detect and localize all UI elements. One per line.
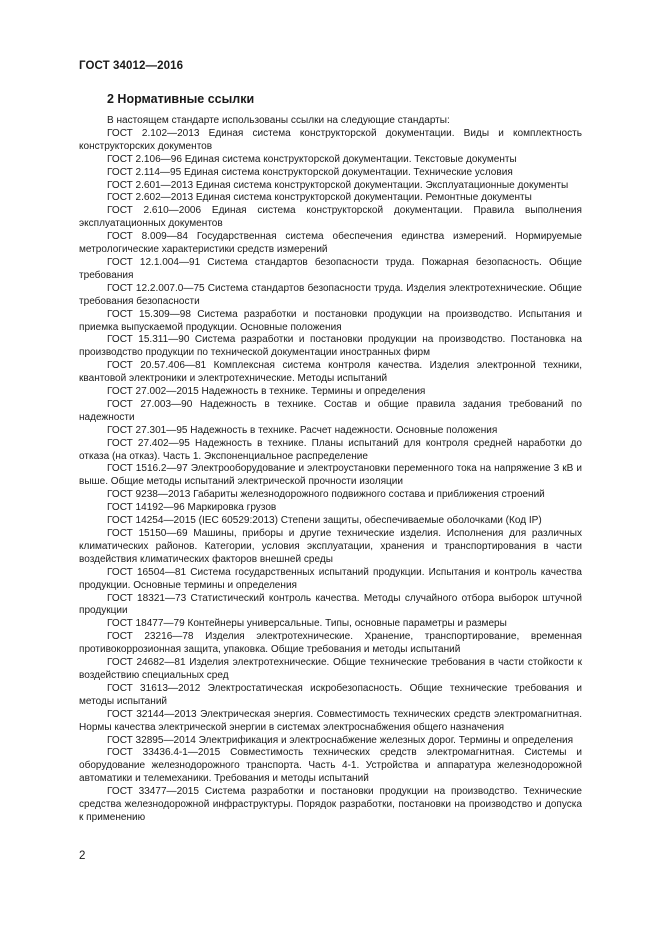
section-title: 2 Нормативные ссылки (107, 92, 255, 106)
reference-item: ГОСТ 20.57.406—81 Комплексная система контроля качества. Изделия электронной техники, квантовой электроники и электротехнические. Методы испытаний (79, 360, 582, 385)
reference-item: ГОСТ 32895—2014 Электрификация и электроснабжение железных дорог. Термины и определения (107, 734, 574, 746)
reference-item: ГОСТ 2.601—2013 Единая система конструкторской документации. Эксплуатационные документы (107, 179, 569, 191)
reference-item: ГОСТ 23216—78 Изделия электротехнические. Хранение, транспортирование, временная противокоррозионная защита, упаковка. Общие требования и методы испытаний (79, 631, 582, 656)
reference-item: ГОСТ 32144—2013 Электрическая энергия. Совместимость технических средств электромагнитная. Нормы качества электрической энергии в системах электроснабжения общего назначения (79, 708, 582, 733)
reference-item: ГОСТ 27.002—2015 Надежность в технике. Термины и определения (107, 386, 426, 398)
reference-item: ГОСТ 27.003—90 Надежность в технике. Состав и общие правила задания требований по надежности (79, 398, 582, 423)
reference-item: ГОСТ 2.106—96 Единая система конструкторской документации. Текстовые документы (107, 153, 517, 165)
reference-item: ГОСТ 8.009—84 Государственная система обеспечения единства измерений. Нормируемые метрологические характеристики средств измерений (79, 231, 582, 256)
reference-item: ГОСТ 12.1.004—91 Система стандартов безопасности труда. Пожарная безопасность. Общие требования (79, 256, 582, 281)
reference-item: ГОСТ 31613—2012 Электростатическая искробезопасность. Общие технические требования и методы испытаний (79, 682, 582, 707)
reference-item: ГОСТ 24682—81 Изделия электротехнические. Общие технические требования в части стойкости к воздействию специальных сред (79, 657, 582, 681)
reference-item: ГОСТ 15.311—90 Система разработки и постановки продукции на производство. Постановка на производство продукции по технической документации иностранных фирм (79, 334, 582, 359)
reference-item: ГОСТ 18321—73 Статистический контроль качества. Методы случайного отбора выборок штучной продукции (79, 592, 582, 617)
reference-item: ГОСТ 14192—96 Маркировка грузов (107, 502, 277, 514)
reference-item: ГОСТ 15.309—98 Система разработки и постановки продукции на производство. Испытания и приемка выпускаемой продукции. Основные положения (79, 308, 582, 333)
reference-item: ГОСТ 2.602—2013 Единая система конструкторской документации. Ремонтные документы (107, 192, 532, 204)
reference-item: ГОСТ 1516.2—97 Электрооборудование и электроустановки переменного тока на напряжение 3 кВ и выше. Общие методы испытаний электрической прочности изоляции (79, 463, 582, 488)
reference-item: ГОСТ 27.301—95 Надежность в технике. Расчет надежности. Основные положения (107, 424, 498, 436)
reference-item: ГОСТ 15150—69 Машины, приборы и другие технические изделия. Исполнения для различных климатических районов. Категории, условия эксплуатации, хранения и транспортирования в части воздействия климатических факторов внешней среды (79, 528, 582, 565)
intro-paragraph: В настоящем стандарте использованы ссылки на следующие стандарты: (107, 115, 450, 126)
reference-item: ГОСТ 27.402—95 Надежность в технике. Планы испытаний для контроля средней наработки до отказа (на отказ). Часть 1. Экспоненциальное распределение (79, 437, 582, 462)
reference-item: ГОСТ 9238—2013 Габариты железнодорожного подвижного состава и приближения строений (107, 489, 545, 501)
page-number: 2 (79, 850, 86, 862)
document-header-code: ГОСТ 34012—2016 (79, 60, 184, 72)
reference-item: ГОСТ 2.102—2013 Единая система конструкторской документации. Виды и комплектность конструкторских документов (79, 127, 582, 152)
reference-item: ГОСТ 2.114—95 Единая система конструкторской документации. Технические условия (107, 166, 513, 178)
reference-item: ГОСТ 2.610—2006 Единая система конструкторской документации. Правила выполнения эксплуатационных документов (79, 205, 582, 230)
section-body (79, 115, 582, 825)
reference-item: ГОСТ 16504—81 Система государственных испытаний продукции. Испытания и контроль качества продукции. Основные термины и определения (79, 566, 582, 591)
reference-item: ГОСТ 33436.4-1—2015 Совместимость технических средств электромагнитная. Системы и оборудование железнодорожного транспорта. Часть 4-1. Устройства и аппаратура железнодорожной автоматики и телемеханики. Требования и методы испытаний (79, 747, 582, 785)
reference-item: ГОСТ 14254—2015 (IEC 60529:2013) Степени защиты, обеспечиваемые оболочками (Код IP) (107, 515, 542, 527)
reference-item: ГОСТ 33477—2015 Система разработки и постановки продукции на производство. Технические средства железнодорожной инфраструктуры. Порядок разработки, постановки на производство и допуска к применению (79, 786, 582, 823)
reference-item: ГОСТ 18477—79 Контейнеры универсальные. Типы, основные параметры и размеры (107, 618, 507, 630)
reference-item: ГОСТ 12.2.007.0—75 Система стандартов безопасности труда. Изделия электротехнические. Общие требования безопасности (79, 282, 582, 307)
